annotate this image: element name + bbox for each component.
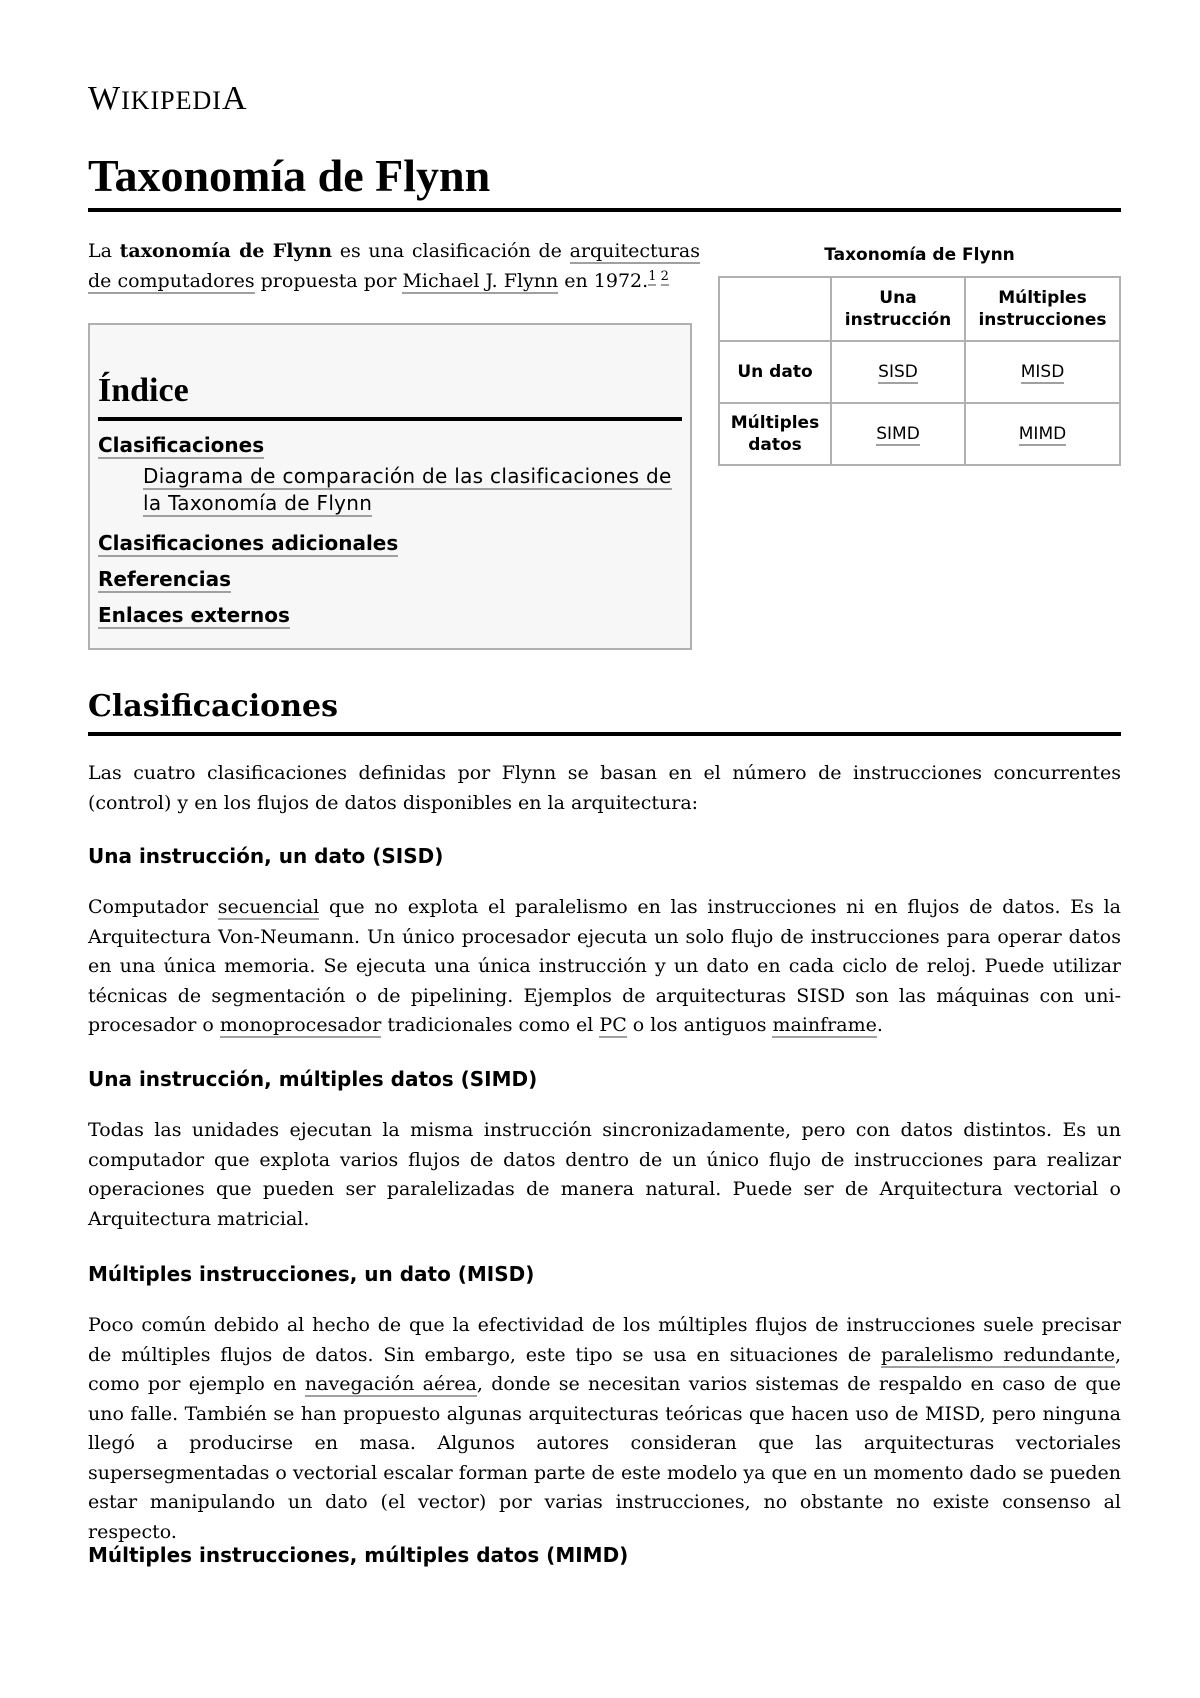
taxonomy-table bbox=[718, 276, 1121, 466]
table-of-contents bbox=[88, 323, 692, 650]
link-navegacion-aerea[interactable]: navegación aérea bbox=[304, 1373, 477, 1395]
link-simd[interactable]: SIMD bbox=[876, 424, 920, 444]
table-cell bbox=[831, 341, 965, 403]
table-cell bbox=[965, 403, 1120, 465]
intro-bold-term: taxonomía de Flynn bbox=[119, 240, 333, 262]
subsection-heading-simd: Una instrucción, múltiples datos (SIMD) bbox=[88, 1067, 538, 1091]
paragraph-misd bbox=[88, 1311, 1121, 1547]
toc-item-clasificaciones[interactable]: Clasificaciones bbox=[98, 433, 265, 457]
toc-item-diagrama[interactable]: Diagrama de comparación de las clasificaciones de la Taxonomía de Flynn bbox=[143, 464, 672, 515]
misd-text-1: Poco común debido al hecho de que la efectividad de los múltiples flujos de instrucciones suele precisar de múltiples flujos de datos. Sin embargo, este tipo se usa en situaciones de bbox=[88, 1314, 1121, 1366]
intro-text-2: es una clasificación de bbox=[332, 240, 570, 262]
table-corner-cell bbox=[719, 277, 831, 341]
page-title: Taxonomía de Flynn bbox=[88, 148, 1121, 212]
toc-item-referencias[interactable]: Referencias bbox=[98, 567, 232, 591]
logo-letters-small: IKIPEDI bbox=[121, 86, 222, 115]
sisd-text-5: . bbox=[876, 1014, 883, 1036]
link-sisd[interactable]: SISD bbox=[878, 362, 918, 382]
toc-item-enlaces-externos[interactable]: Enlaces externos bbox=[98, 603, 290, 627]
logo-letter-a: A bbox=[221, 80, 248, 117]
intro-text-4: en 1972. bbox=[558, 270, 649, 292]
link-mimd[interactable]: MIMD bbox=[1018, 424, 1067, 444]
ref-link-1[interactable]: 1 bbox=[648, 268, 657, 284]
link-arquitecturas[interactable]: arquitecturas de computadores bbox=[88, 240, 701, 292]
link-pc[interactable]: PC bbox=[599, 1014, 627, 1036]
intro-text-3: propuesta por bbox=[254, 270, 403, 292]
link-monoprocesador[interactable]: monoprocesador bbox=[219, 1014, 382, 1036]
row-header-multiples-datos: Múltiples datos bbox=[719, 403, 831, 465]
column-header-multiples-instrucciones: Múltiples instrucciones bbox=[965, 277, 1120, 341]
table-cell bbox=[831, 403, 965, 465]
section-heading-clasificaciones: Clasificaciones bbox=[88, 688, 1121, 736]
sisd-text-1: Computador bbox=[88, 896, 218, 918]
sisd-text-3: tradicionales como el bbox=[381, 1014, 600, 1036]
logo-letter-w: W bbox=[88, 80, 122, 117]
section-lead-paragraph: Las cuatro clasificaciones definidas por Flynn se basan en el número de instrucciones concurrentes (control) y en los flujos de datos disponibles en la arquitectura: bbox=[88, 762, 1121, 814]
misd-text-2: , como por ejemplo en bbox=[88, 1343, 1121, 1395]
paragraph-sisd bbox=[88, 893, 1121, 1041]
intro-paragraph bbox=[88, 236, 700, 296]
link-misd[interactable]: MISD bbox=[1020, 362, 1065, 382]
ref-link-2[interactable]: 2 bbox=[660, 268, 669, 284]
subsection-heading-sisd: Una instrucción, un dato (SISD) bbox=[88, 844, 444, 868]
misd-text-3: , donde se necesitan varios sistemas de respaldo en caso de que uno falle. También se han propuesto algunas arquitecturas teóricas que hacen uso de MISD, pero ninguna llegó a producirse en masa. Algunos autores consideran que las arquitecturas vectoriales supersegmentadas o vectorial escalar forman parte de este modelo ya que en un momento dado se pueden estar manipulando un dato (el vector) por varias instrucciones, no obstante no existe consenso al respecto. bbox=[88, 1373, 1121, 1543]
link-michael-flynn[interactable]: Michael J. Flynn bbox=[402, 270, 559, 292]
wikipedia-logo[interactable] bbox=[88, 82, 248, 116]
sisd-text-2: que no explota el paralelismo en las instrucciones ni en flujos de datos. Es la Arquitectura Von-Neumann. Un único procesador ejecuta un solo flujo de instrucciones para operar datos en una única memoria. Se ejecuta una única instrucción y un dato en cada ciclo de reloj. Puede utilizar técnicas de segmentación o de pipelining. Ejemplos de arquitecturas SISD son las máquinas con uni-procesador o bbox=[88, 896, 1121, 1036]
infobox-caption: Taxonomía de Flynn bbox=[824, 245, 1015, 265]
toc-item-clasificaciones-adicionales[interactable]: Clasificaciones adicionales bbox=[98, 531, 399, 555]
table-cell bbox=[965, 341, 1120, 403]
link-secuencial[interactable]: secuencial bbox=[217, 896, 320, 918]
column-header-una-instruccion: Una instrucción bbox=[831, 277, 965, 341]
toc-heading: Índice bbox=[98, 371, 682, 421]
paragraph-simd: Todas las unidades ejecutan la misma instrucción sincronizadamente, pero con datos distintos. Es un computador que explota varios flujos de datos dentro de un único flujo de instrucciones para realizar operaciones que pueden ser paralelizadas de manera natural. Puede ser de Arquitectura vectorial o Arquitectura matricial. bbox=[88, 1119, 1121, 1230]
intro-text-1: La bbox=[88, 240, 120, 262]
infobox-taxonomy bbox=[718, 242, 1121, 466]
link-mainframe[interactable]: mainframe bbox=[772, 1014, 877, 1036]
row-header-un-dato: Un dato bbox=[719, 341, 831, 403]
link-paralelismo-redundante[interactable]: paralelismo redundante bbox=[881, 1343, 1115, 1366]
sisd-text-4: o los antiguos bbox=[626, 1014, 773, 1036]
subsection-heading-misd: Múltiples instrucciones, un dato (MISD) bbox=[88, 1262, 535, 1286]
subsection-heading-mimd: Múltiples instrucciones, múltiples datos (MIMD) bbox=[88, 1543, 629, 1567]
